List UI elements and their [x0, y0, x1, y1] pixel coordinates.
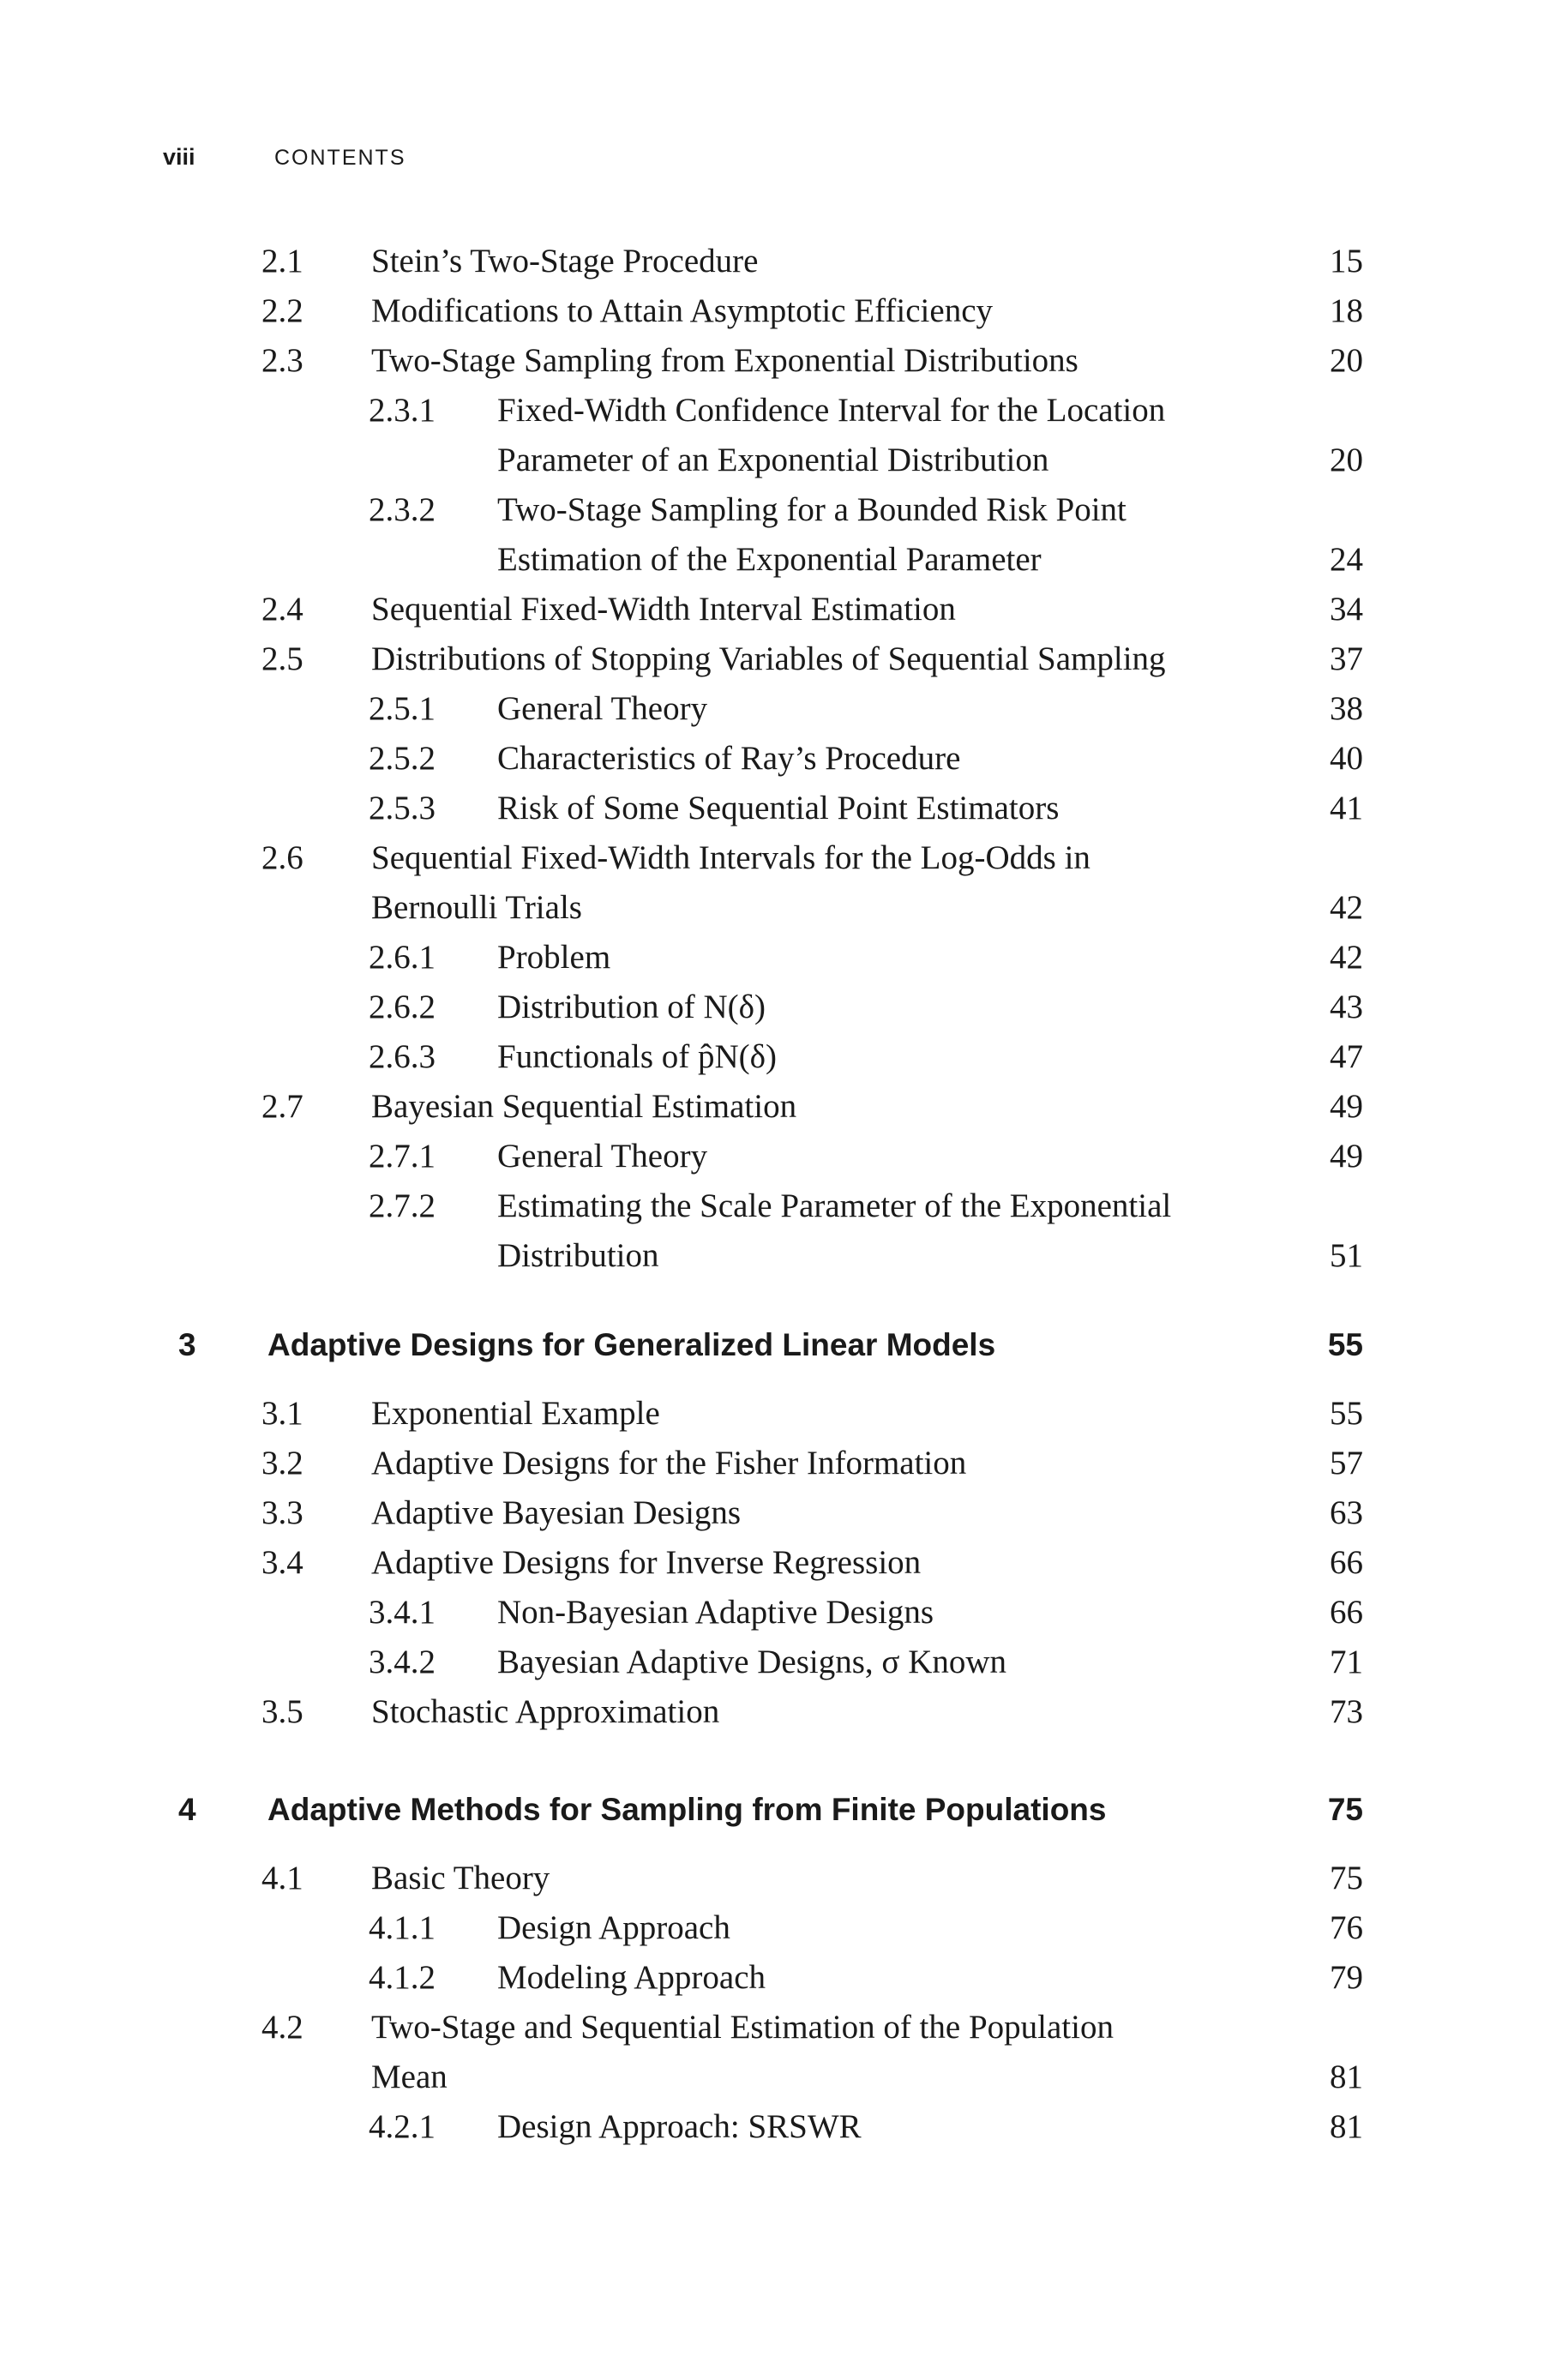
toc-entry-title: Adaptive Designs for the Fisher Information	[371, 1445, 967, 1481]
toc-entry-title: Design Approach	[497, 1909, 730, 1946]
toc-entry-row[interactable]	[0, 1958, 1363, 2001]
toc-entry-title: Problem	[497, 939, 611, 976]
toc-page-number: 37	[1330, 640, 1363, 677]
toc-entry-row[interactable]	[0, 1444, 1363, 1487]
toc-entry-number: 3.2	[261, 1445, 303, 1481]
toc-entry-row[interactable]	[0, 341, 1363, 384]
toc-page-number: 47	[1330, 1038, 1363, 1075]
toc-page-number: 81	[1330, 2108, 1363, 2145]
toc-entry-number: 4.1	[261, 1860, 303, 1896]
toc-page-number: 49	[1330, 1088, 1363, 1125]
toc-entry-title: Sequential Fixed-Width Intervals for the Log-Odds in	[371, 839, 1090, 876]
toc-page-number: 55	[1330, 1395, 1363, 1432]
toc-entry-number: 2.7.1	[369, 1138, 436, 1175]
toc-entry-title: Distribution of N(δ)	[497, 989, 766, 1025]
toc-page-number: 63	[1330, 1494, 1363, 1531]
toc-entry-row[interactable]	[0, 540, 1363, 583]
toc-chapter-row[interactable]	[0, 1792, 1363, 1835]
toc-entry-row[interactable]	[0, 1692, 1363, 1735]
toc-page-number: 57	[1330, 1445, 1363, 1481]
toc-entry-title: Adaptive Designs for Generalized Linear Models	[267, 1327, 996, 1362]
toc-page-number: 79	[1330, 1959, 1363, 1996]
toc-entry-number: 3.4.2	[369, 1644, 436, 1680]
toc-entry-row[interactable]	[0, 490, 1363, 533]
toc-entry-row[interactable]	[0, 888, 1363, 931]
page-number: viii	[163, 144, 195, 170]
toc-page-number: 49	[1330, 1138, 1363, 1175]
toc-entry-number: 2.5.3	[369, 790, 436, 826]
toc-entry-title: Adaptive Bayesian Designs	[371, 1494, 742, 1531]
toc-entry-title: Characteristics of Ray’s Procedure	[497, 740, 961, 777]
running-title: CONTENTS	[274, 146, 406, 170]
toc-entry-number: 3.4.1	[369, 1594, 436, 1631]
toc-entry-number: 2.6	[261, 839, 303, 876]
toc-entry-title: Two-Stage Sampling from Exponential Distributions	[371, 342, 1078, 379]
toc-page-number: 71	[1330, 1644, 1363, 1680]
toc-page-number: 40	[1330, 740, 1363, 777]
toc-chapter-row[interactable]	[0, 1327, 1363, 1370]
toc-entry-title: Estimation of the Exponential Parameter	[497, 541, 1042, 578]
toc-entry-title: Distribution	[497, 1237, 659, 1274]
toc-entry-number: 2.4	[261, 591, 303, 628]
toc-entry-row[interactable]	[0, 2107, 1363, 2150]
toc-page-number: 42	[1330, 939, 1363, 976]
toc-entry-row[interactable]	[0, 640, 1363, 682]
toc-entry-number: 3.3	[261, 1494, 303, 1531]
toc-entry-number: 4.2.1	[369, 2108, 436, 2145]
toc-entry-row[interactable]	[0, 1593, 1363, 1636]
toc-entry-number: 2.3.1	[369, 392, 436, 429]
toc-entry-row[interactable]	[0, 2058, 1363, 2101]
toc-entry-number: 3.4	[261, 1544, 303, 1581]
toc-entry-title: Distributions of Stopping Variables of Sequential Sampling	[371, 640, 1166, 677]
toc-page-number: 42	[1330, 889, 1363, 926]
toc-entry-number: 3	[178, 1327, 196, 1362]
toc-entry-row[interactable]	[0, 1394, 1363, 1437]
toc-entry-title: Mean	[371, 2058, 448, 2095]
toc-entry-number: 2.3.2	[369, 491, 436, 528]
toc-entry-number: 2.6.3	[369, 1038, 436, 1075]
toc-entry-number: 2.5.1	[369, 690, 436, 727]
toc-entry-row[interactable]	[0, 988, 1363, 1031]
toc-page-number: 24	[1330, 541, 1363, 578]
toc-entry-row[interactable]	[0, 1494, 1363, 1536]
toc-entry-row[interactable]	[0, 1859, 1363, 1902]
toc-entry-number: 2.7.2	[369, 1187, 436, 1224]
toc-page-number: 18	[1330, 292, 1363, 329]
toc-entry-number: 2.6.2	[369, 989, 436, 1025]
toc-entry-number: 2.6.1	[369, 939, 436, 976]
toc-entry-number: 2.1	[261, 243, 303, 279]
toc-entry-title: Two-Stage Sampling for a Bounded Risk Point	[497, 491, 1126, 528]
toc-entry-row[interactable]	[0, 1543, 1363, 1586]
toc-entry-row[interactable]	[0, 789, 1363, 832]
toc-entry-number: 2.3	[261, 342, 303, 379]
toc-entry-row[interactable]	[0, 242, 1363, 285]
toc-entry-title: Modeling Approach	[497, 1959, 766, 1996]
toc-entry-title: Design Approach: SRSWR	[497, 2108, 862, 2145]
toc-entry-number: 4.1.1	[369, 1909, 436, 1946]
toc-page-number: 75	[1327, 1792, 1363, 1827]
toc-page-number: 34	[1330, 591, 1363, 628]
toc-entry-title: Parameter of an Exponential Distribution	[497, 442, 1049, 478]
toc-entry-title: Basic Theory	[371, 1860, 550, 1896]
toc-entry-title: Stochastic Approximation	[371, 1693, 720, 1730]
toc-entry-number: 3.1	[261, 1395, 303, 1432]
toc-page-number: 66	[1330, 1594, 1363, 1631]
toc-entry-title: Exponential Example	[371, 1395, 660, 1432]
toc-page-number: 66	[1330, 1544, 1363, 1581]
toc-entry-title: Two-Stage and Sequential Estimation of the Population	[371, 2009, 1114, 2046]
toc-entry-row[interactable]	[0, 441, 1363, 484]
toc-entry-title: Functionals of p̂N(δ)	[497, 1038, 777, 1075]
toc-entry-number: 2.5	[261, 640, 303, 677]
toc-entry-title: General Theory	[497, 690, 708, 727]
toc-entry-row[interactable]	[0, 1087, 1363, 1130]
toc-entry-row[interactable]	[0, 1643, 1363, 1686]
toc-page-number: 41	[1330, 790, 1363, 826]
toc-entry-row[interactable]	[0, 938, 1363, 981]
toc-entry-title: Adaptive Designs for Inverse Regression	[371, 1544, 922, 1581]
toc-page-number: 75	[1330, 1860, 1363, 1896]
toc-entry-title: Stein’s Two-Stage Procedure	[371, 243, 759, 279]
toc-page-number: 38	[1330, 690, 1363, 727]
toc-entry-row[interactable]	[0, 291, 1363, 334]
toc-entry-number: 4.1.2	[369, 1959, 436, 1996]
toc-page-number: 20	[1330, 342, 1363, 379]
toc-entry-number: 2.7	[261, 1088, 303, 1125]
toc-entry-title: Adaptive Methods for Sampling from Finite Populations	[267, 1792, 1107, 1827]
toc-entry-title: Bayesian Sequential Estimation	[371, 1088, 797, 1125]
toc-entry-row[interactable]	[0, 590, 1363, 633]
toc-entry-title: Risk of Some Sequential Point Estimators	[497, 790, 1060, 826]
toc-entry-number: 2.2	[261, 292, 303, 329]
toc-page-number: 43	[1330, 989, 1363, 1025]
toc-page-number: 20	[1330, 442, 1363, 478]
toc-entry-title: Fixed-Width Confidence Interval for the Location	[497, 392, 1166, 429]
toc-entry-title: General Theory	[497, 1138, 708, 1175]
toc-entry-row[interactable]	[0, 838, 1363, 881]
toc-entry-number: 4.2	[261, 2009, 303, 2046]
toc-page-number: 76	[1330, 1909, 1363, 1946]
toc-entry-row[interactable]	[0, 689, 1363, 732]
toc-entry-title: Sequential Fixed-Width Interval Estimation	[371, 591, 956, 628]
toc-entry-title: Non-Bayesian Adaptive Designs	[497, 1594, 934, 1631]
toc-entry-row[interactable]	[0, 1908, 1363, 1951]
toc-entry-row[interactable]	[0, 1037, 1363, 1080]
toc-page-number: 51	[1330, 1237, 1363, 1274]
toc-entry-row[interactable]	[0, 2008, 1363, 2051]
toc-entry-title: Estimating the Scale Parameter of the Exponential	[497, 1187, 1172, 1224]
toc-page-number: 73	[1330, 1693, 1363, 1730]
running-header	[163, 144, 406, 178]
toc-entry-row[interactable]	[0, 1187, 1363, 1229]
toc-page-number: 15	[1330, 243, 1363, 279]
toc-entry-row[interactable]	[0, 1137, 1363, 1180]
toc-entry-row[interactable]	[0, 1236, 1363, 1279]
toc-entry-title: Bayesian Adaptive Designs, σ Known	[497, 1644, 1007, 1680]
toc-entry-row[interactable]	[0, 391, 1363, 434]
toc-entry-title: Modifications to Attain Asymptotic Efficiency	[371, 292, 994, 329]
toc-entry-number: 4	[178, 1792, 196, 1827]
toc-page-number: 81	[1330, 2058, 1363, 2095]
toc-entry-row[interactable]	[0, 739, 1363, 782]
toc-entry-number: 2.5.2	[369, 740, 436, 777]
toc-page-number: 55	[1327, 1327, 1363, 1362]
toc-entry-number: 3.5	[261, 1693, 303, 1730]
toc-entry-title: Bernoulli Trials	[371, 889, 582, 926]
